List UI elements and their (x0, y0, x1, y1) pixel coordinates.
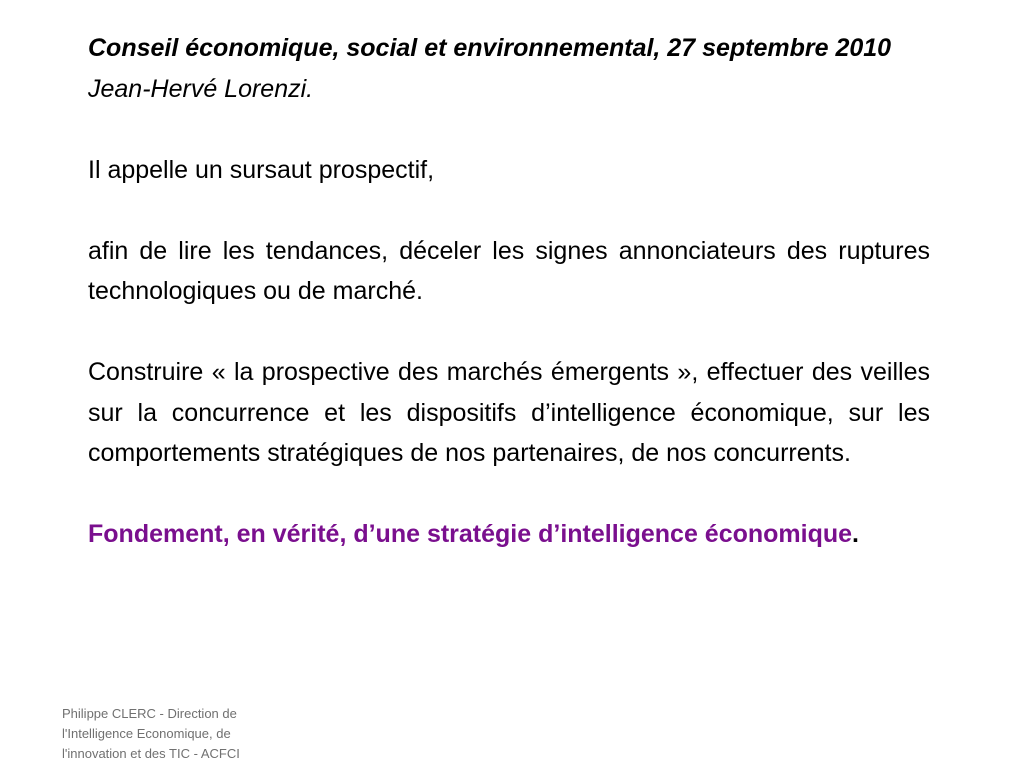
paragraph-construire: Construire « la prospective des marchés émergents », effectuer des veilles sur la concurrence et les dispositifs d’intelligence économique, sur les comportements stratégiques de nos partenaires, de nos concurrents. (88, 358, 930, 467)
slide-body (88, 28, 930, 555)
paragraph-sursaut: Il appelle un sursaut prospectif, (88, 155, 435, 184)
conclusion-paragraph (88, 514, 930, 555)
footer-credit (62, 704, 284, 764)
spacer (88, 190, 930, 231)
conclusion-period: . (852, 520, 859, 548)
footer-line: l'Intelligence Economique, de (62, 726, 231, 741)
author-name: Jean-Hervé Lorenzi. (88, 74, 314, 103)
slide-title: Conseil économique, social et environnemental, 27 septembre 2010 (88, 34, 892, 62)
paragraph-tendances: afin de lire les tendances, déceler les signes annonciateurs des ruptures technologiques ou de marché. (88, 236, 930, 305)
spacer (88, 474, 930, 515)
footer-line: l'innovation et des TIC - ACFCI (62, 746, 240, 761)
footer-line: Philippe CLERC - Direction de (62, 706, 237, 721)
spacer (88, 312, 930, 353)
spacer (88, 109, 930, 150)
conclusion-text: Fondement, en vérité, d’une stratégie d’intelligence économique (88, 520, 853, 548)
